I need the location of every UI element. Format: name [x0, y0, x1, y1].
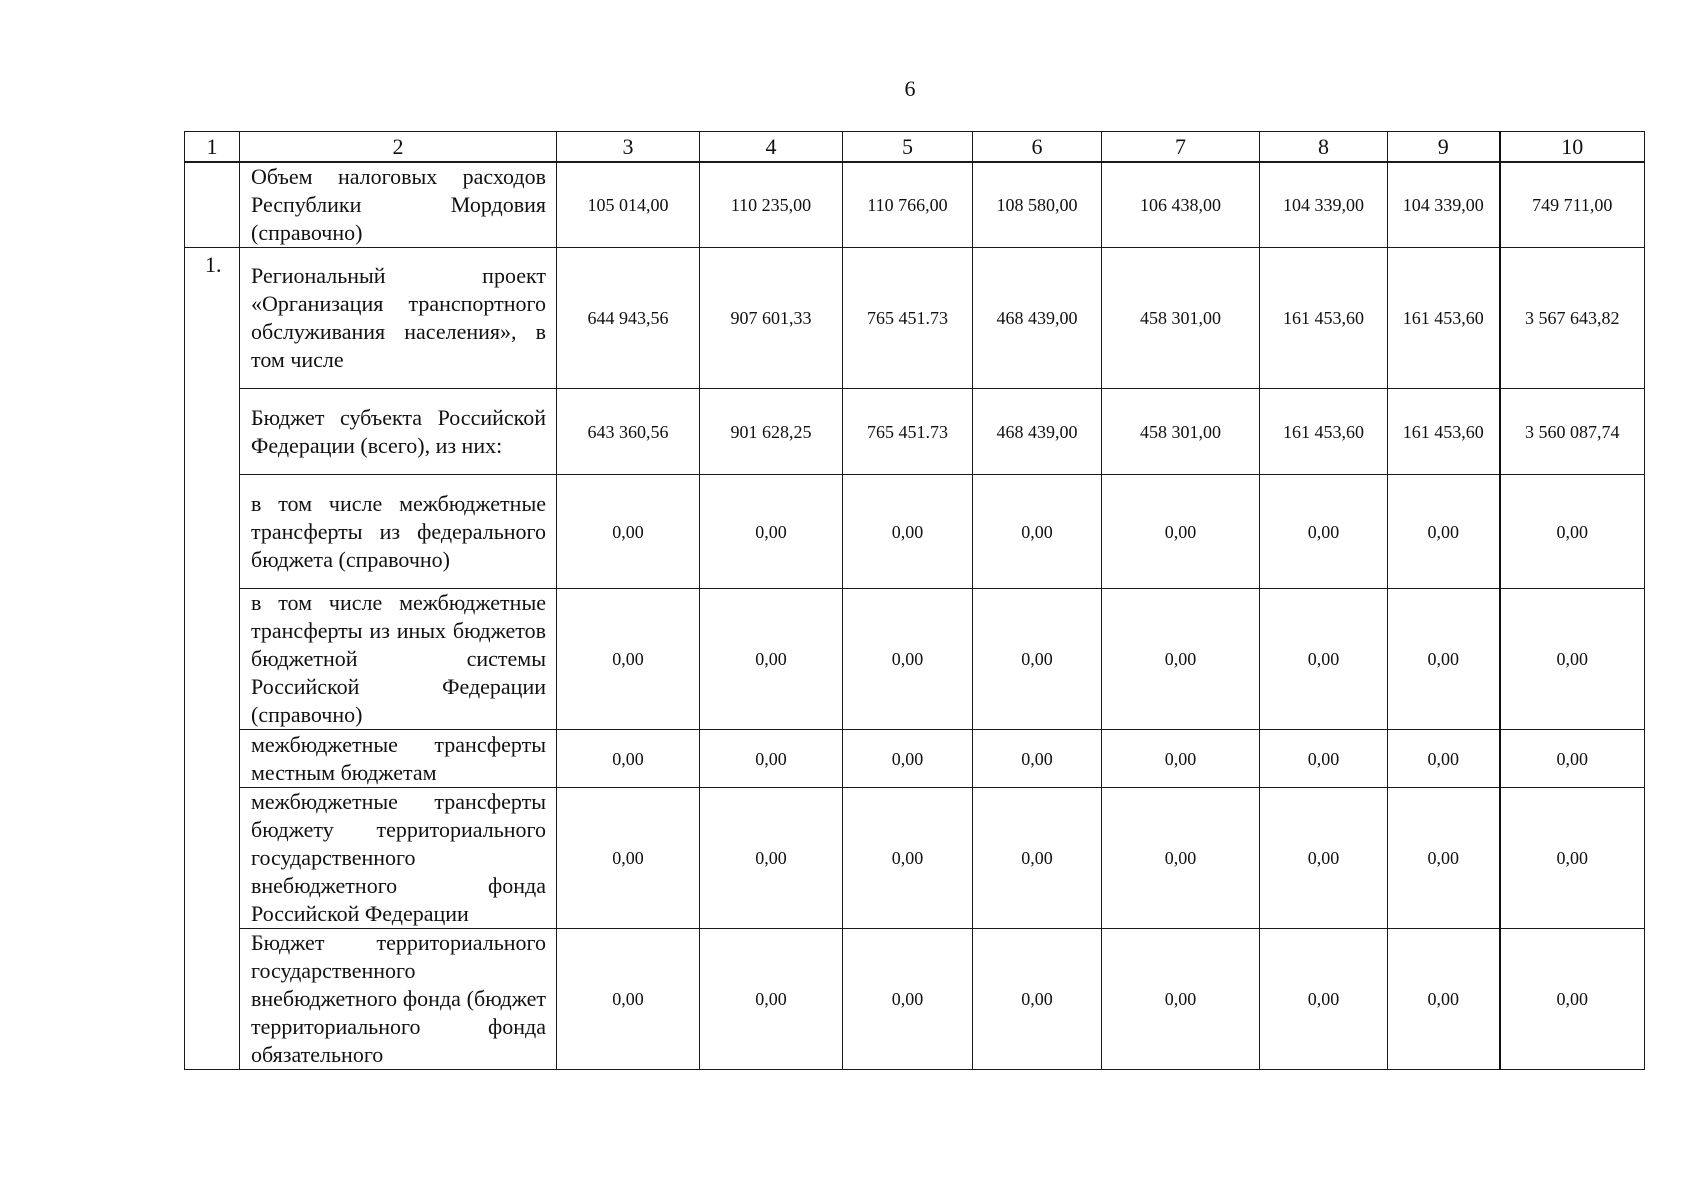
- column-header: 6: [973, 132, 1102, 163]
- table-row: [185, 248, 1645, 389]
- value-cell: 644 943,56: [557, 248, 700, 389]
- value-cell: 458 301,00: [1102, 389, 1260, 475]
- value-cell: 0,00: [973, 730, 1102, 788]
- row-description: межбюджетные трансферты местным бюджетам: [240, 730, 557, 788]
- value-cell: 0,00: [557, 475, 700, 589]
- value-cell: 0,00: [1388, 589, 1500, 730]
- value-cell: 0,00: [843, 589, 973, 730]
- column-number-row: [185, 132, 1645, 163]
- table-row: [185, 788, 1645, 929]
- value-cell: 0,00: [843, 730, 973, 788]
- value-cell: 468 439,00: [973, 248, 1102, 389]
- value-cell: 3 567 643,82: [1500, 248, 1645, 389]
- budget-table: [184, 131, 1645, 1070]
- value-cell: 161 453,60: [1260, 389, 1388, 475]
- value-cell: 0,00: [1388, 730, 1500, 788]
- value-cell: 907 601,33: [700, 248, 843, 389]
- column-header: 3: [557, 132, 700, 163]
- table-row: [185, 389, 1645, 475]
- row-description: Объем налоговых расходов Республики Мордовия (справочно): [240, 162, 557, 248]
- value-cell: 0,00: [557, 788, 700, 929]
- value-cell: 0,00: [1102, 929, 1260, 1070]
- value-cell: 0,00: [1388, 475, 1500, 589]
- value-cell: 765 451.73: [843, 248, 973, 389]
- value-cell: 110 235,00: [700, 162, 843, 248]
- value-cell: 0,00: [1260, 730, 1388, 788]
- value-cell: 765 451.73: [843, 389, 973, 475]
- column-header: 8: [1260, 132, 1388, 163]
- value-cell: 104 339,00: [1388, 162, 1500, 248]
- value-cell: 0,00: [1102, 475, 1260, 589]
- value-cell: 0,00: [1500, 788, 1645, 929]
- value-cell: 161 453,60: [1260, 248, 1388, 389]
- row-description: межбюджетные трансферты бюджету территориального государственного внебюджетного фонда Российской Федерации: [240, 788, 557, 929]
- row-index-cell: 1.: [185, 248, 240, 1070]
- table-row: [185, 475, 1645, 589]
- value-cell: 0,00: [973, 589, 1102, 730]
- column-header: 4: [700, 132, 843, 163]
- value-cell: 0,00: [1500, 929, 1645, 1070]
- value-cell: 468 439,00: [973, 389, 1102, 475]
- row-description: Бюджет субъекта Российской Федерации (всего), из них:: [240, 389, 557, 475]
- column-header: 10: [1500, 132, 1645, 163]
- row-description: в том числе межбюджетные трансферты из федерального бюджета (справочно): [240, 475, 557, 589]
- value-cell: 0,00: [1102, 730, 1260, 788]
- value-cell: 0,00: [557, 929, 700, 1070]
- value-cell: 106 438,00: [1102, 162, 1260, 248]
- value-cell: 105 014,00: [557, 162, 700, 248]
- value-cell: 0,00: [700, 929, 843, 1070]
- value-cell: 108 580,00: [973, 162, 1102, 248]
- value-cell: 0,00: [1388, 788, 1500, 929]
- column-header: 9: [1388, 132, 1500, 163]
- value-cell: 3 560 087,74: [1500, 389, 1645, 475]
- value-cell: 0,00: [1388, 929, 1500, 1070]
- value-cell: 0,00: [843, 475, 973, 589]
- column-header: 5: [843, 132, 973, 163]
- column-header: 7: [1102, 132, 1260, 163]
- table-row: [185, 162, 1645, 248]
- value-cell: 0,00: [557, 589, 700, 730]
- value-cell: 104 339,00: [1260, 162, 1388, 248]
- value-cell: 0,00: [973, 475, 1102, 589]
- value-cell: 0,00: [700, 589, 843, 730]
- value-cell: 0,00: [1260, 589, 1388, 730]
- value-cell: 161 453,60: [1388, 248, 1500, 389]
- value-cell: 0,00: [1260, 788, 1388, 929]
- table-row: [185, 929, 1645, 1070]
- value-cell: 0,00: [973, 788, 1102, 929]
- value-cell: 0,00: [973, 929, 1102, 1070]
- column-header: 2: [240, 132, 557, 163]
- value-cell: 749 711,00: [1500, 162, 1645, 248]
- value-cell: 0,00: [1102, 589, 1260, 730]
- page-number: 6: [904, 76, 916, 101]
- row-description: Региональный проект «Организация транспортного обслуживания населения», в том числе: [240, 248, 557, 389]
- value-cell: 0,00: [1102, 788, 1260, 929]
- table-row: [185, 730, 1645, 788]
- column-header: 1: [185, 132, 240, 163]
- value-cell: 0,00: [1500, 589, 1645, 730]
- value-cell: 458 301,00: [1102, 248, 1260, 389]
- value-cell: 0,00: [1500, 730, 1645, 788]
- value-cell: 110 766,00: [843, 162, 973, 248]
- value-cell: 643 360,56: [557, 389, 700, 475]
- row-description: в том числе межбюджетные трансферты из иных бюджетов бюджетной системы Российской Федерации (справочно): [240, 589, 557, 730]
- row-description: Бюджет территориального государственного внебюджетного фонда (бюджет территориального фонда обязательного: [240, 929, 557, 1070]
- value-cell: 0,00: [700, 475, 843, 589]
- row-index-cell: [185, 162, 240, 248]
- value-cell: 901 628,25: [700, 389, 843, 475]
- value-cell: 0,00: [700, 730, 843, 788]
- value-cell: 0,00: [1260, 475, 1388, 589]
- value-cell: 0,00: [1500, 475, 1645, 589]
- value-cell: 0,00: [700, 788, 843, 929]
- table-row: [185, 589, 1645, 730]
- value-cell: 0,00: [843, 929, 973, 1070]
- value-cell: 161 453,60: [1388, 389, 1500, 475]
- value-cell: 0,00: [843, 788, 973, 929]
- value-cell: 0,00: [557, 730, 700, 788]
- value-cell: 0,00: [1260, 929, 1388, 1070]
